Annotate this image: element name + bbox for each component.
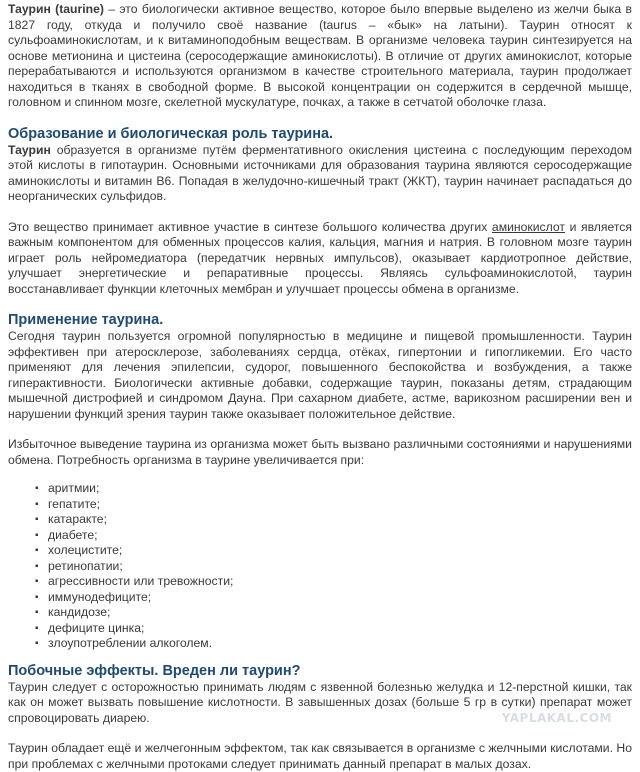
- intro-paragraph: [8, 2, 632, 111]
- list-item: ▪ аритмии;: [48, 481, 632, 497]
- usage-paragraph-2: Избыточное выведение таурина из организма может быть вызвано различными состояниями и нарушениями обмена. Потребность организма в таурине увеличивается при:: [8, 437, 632, 467]
- list-item: ▪ диабете;: [48, 528, 632, 544]
- side-effects-paragraph-2: Таурин обладает ещё и желчегонным эффектом, так как связывается в организме с желчными кислотами. Но при проблемах с желчными протоками следует принимать данный препарат в малых дозах.: [8, 741, 632, 771]
- conditions-list: [8, 481, 632, 652]
- list-item: ▪ катаракте;: [48, 512, 632, 528]
- formation-text-before-link: Это вещество принимает активное участие в синтезе большого количества других: [8, 219, 492, 234]
- intro-term: Таурин (taurine): [8, 2, 104, 16]
- list-item: ▪ кандидозе;: [48, 605, 632, 621]
- intro-text: – это биологически активное вещество, которое было впервые выделено из желчи быка в 1827 году, откуда и получило своё название (taurus – «бык» на латыни). Таурин относят к сульфоаминокислотам, и к витаминоподобным веществам. В организме человека таурин синтезируется на основе метионина и цистеина (серосодержащие аминокислоты). В отличие от других аминокислот, которые перерабатываются и используются организмом в качестве строительного материала, таурин продолжает находиться в тканях в свободной форме. В высокой концентрации он содержится в сердечной мышце, головном и спинном мозге, скелетной мускулатуре, почках, а также в сетчатой оболочке глаза.: [8, 2, 632, 109]
- article: [0, 2, 640, 771]
- list-item: ▪ дефиците цинка;: [48, 621, 632, 637]
- list-item: ▪ злоупотреблении алкоголем.: [48, 636, 632, 652]
- formation-text: образуется в организме путём ферментативного окисления цистеина с последующим переходом этой кислоты в гипотаурин. Основными источниками для образования таурина являются серосодержащие аминокислоты и витамин В6. Попадая в желудочно-кишечный тракт (ЖКТ), таурин начинает распадаться до неорганических сульфидов.: [8, 142, 632, 203]
- formation-term: Таурин: [8, 142, 51, 157]
- site-watermark: YAPLAKAL.COM: [501, 711, 612, 725]
- heading-formation: Образование и биологическая роль таурина.: [8, 125, 334, 142]
- usage-paragraph-1: Сегодня таурин пользуется огромной популярностью в медицине и пищевой промышленности. Таурин эффективен при атеросклерозе, заболеваниях сердца, отёках, гипертонии и гипогликемии. Его часто применяют для лечения эпилепсии, судорог, повышенного беспокойства и возбуждения, а также гиперактивности. Биологически активные добавки, содержащие таурин, показаны детям, страдающим мышечной дистрофией и синдромом Дауна. При сахарном диабете, астме, варикозном расширении вен и нарушении функций зрения таурин также оказывает положительное действие.: [8, 329, 632, 421]
- formation-paragraph-2: [8, 220, 632, 298]
- side-effects-paragraph-1: Таурин следует с осторожностью принимать людям с язвенной болезнью желудка и 12-перстной кишки, так как он может вызвать повышение кислотности. В завышенных дозах (больше 5 гр в сутки) препарат может спровоцировать диарею.: [8, 679, 632, 725]
- heading-side-effects: Побочные эффекты. Вреден ли таурин?: [8, 662, 301, 679]
- list-item: ▪ иммунодефиците;: [48, 590, 632, 606]
- list-item: ▪ агрессивности или тревожности;: [48, 574, 632, 590]
- formation-text-after-link: и является важным компонентом для обменных процессов калия, кальция, магния и натрия. В головном мозге таурин играет роль нейромедиатора (передатчик нервных импульсов), оказывает кардиотропное действие, улучшает энергетические и репаративные процессы. Являясь сульфоаминокислотой, таурин восстанавливает функции клеточных мембран и улучшает процессы обмена в организме.: [8, 219, 632, 296]
- list-item: ▪ холецистите;: [48, 543, 632, 559]
- heading-usage: Применение таурина.: [8, 312, 164, 328]
- list-item: ▪ ретинопатии;: [48, 559, 632, 575]
- list-item: ▪ гепатите;: [48, 497, 632, 513]
- formation-paragraph-1: [8, 143, 632, 205]
- amino-acids-link[interactable]: аминокислот: [491, 219, 565, 234]
